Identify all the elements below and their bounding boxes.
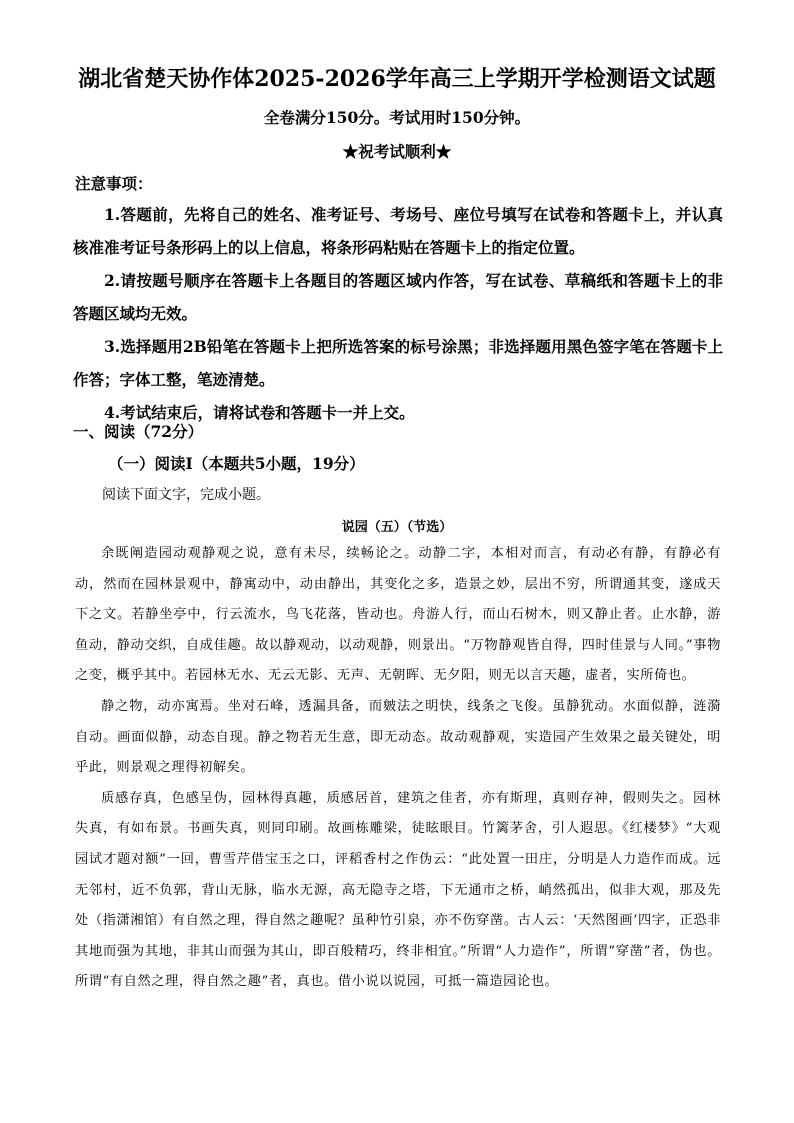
good-luck-line: ★祝考试顺利★ <box>342 142 452 161</box>
article-title: 说园（五）（节选） <box>341 520 453 535</box>
article-paragraph: 静之物，动亦寓焉。坐对石峰，透漏具备，而皴法之明快，线条之飞俊。虽静犹动。水面似静，涟漪自动。画面似静，动态自现。静之物若无生意，即无动态。故动观静观，实造园产生效果之最关键处，明乎此，则景观之理得初解矣。 <box>75 698 721 776</box>
article-paragraph: 质感存真，色感呈伪，园林得真趣，质感居首，建筑之佳者，亦有斯理，真则存神，假则失之。园林失真，有如布景。书画失真，则同印刷。故画栋雕梁，徒眩眼目。竹篱茅舍，引人遐思。《红楼梦》“大观园试才题对额”一回，曹雪芹借宝玉之口，评稻香村之作伪云：“此处置一田庄，分明是人力造作而成。远无邻村，近不负郭，背山无脉，临水无源，高无隐寺之塔，下无通市之桥，峭然孤出，似非大观，那及先处（指潇湘馆）有自然之理，得自然之趣呢？虽种竹引泉，亦不伤穿凿。古人云：‘天然图画’四字，正恐非其地而强为其地，非其山而强为其山，即百般精巧，终非相宜。”所谓“人力造作”，所谓“穿凿”者，伪也。所谓“有自然之理，得自然之趣”者，真也。借小说以说园，可抵一篇造园论也。 <box>75 790 721 990</box>
notes-heading: 注意事项： <box>75 174 153 193</box>
notes-list <box>73 198 723 429</box>
note-item: 4.考试结束后，请将试卷和答题卡一并上交。 <box>104 403 415 422</box>
subsection-heading: （一）阅读Ⅰ（本题共5小题，19分） <box>108 454 365 473</box>
note-item: 3.选择题用2B铅笔在答题卡上把所选答案的标号涂黑；非选择题用黑色签字笔在答题卡上作答；字体工整，笔迹清楚。 <box>73 337 723 389</box>
note-item: 2.请按题号顺序在答题卡上各题目的答题区域内作答，写在试卷、草稿纸和答题卡上的非答题区域均无效。 <box>73 271 723 323</box>
note-item: 1.答题前，先将自己的姓名、准考证号、考场号、座位号填写在试卷和答题卡上，并认真核准准考证号条形码上的以上信息，将条形码粘贴在答题卡上的指定位置。 <box>73 205 723 257</box>
exam-subtitle: 全卷满分150分。考试用时150分钟。 <box>263 108 531 127</box>
exam-title: 湖北省楚天协作体2025-2026学年高三上学期开学检测语文试题 <box>78 66 716 92</box>
reading-instruction: 阅读下面文字，完成小题。 <box>102 487 270 503</box>
article-paragraph: 余既阐造园动观静观之说，意有未尽，续畅论之。动静二字，本相对而言，有动必有静，有静必有动，然而在园林景观中，静寓动中，动由静出，其变化之多，造景之妙，层出不穷，所谓通其变，遂成天下之文。若静坐亭中，行云流水，鸟飞花落，皆动也。舟游人行，而山石树木，则又静止者。止水静，游鱼动，静动交织，自成佳趣。故以静观动，以动观静，则景出。“万物静观皆自得，四时佳景与人同。”事物之变，概乎其中。若园林无水、无云无影、无声、无朝晖、无夕阳，则无以言天趣，虚者，实所倚也。 <box>75 546 721 684</box>
article-body <box>75 539 721 998</box>
section-heading: 一、阅读（72分） <box>73 422 204 441</box>
